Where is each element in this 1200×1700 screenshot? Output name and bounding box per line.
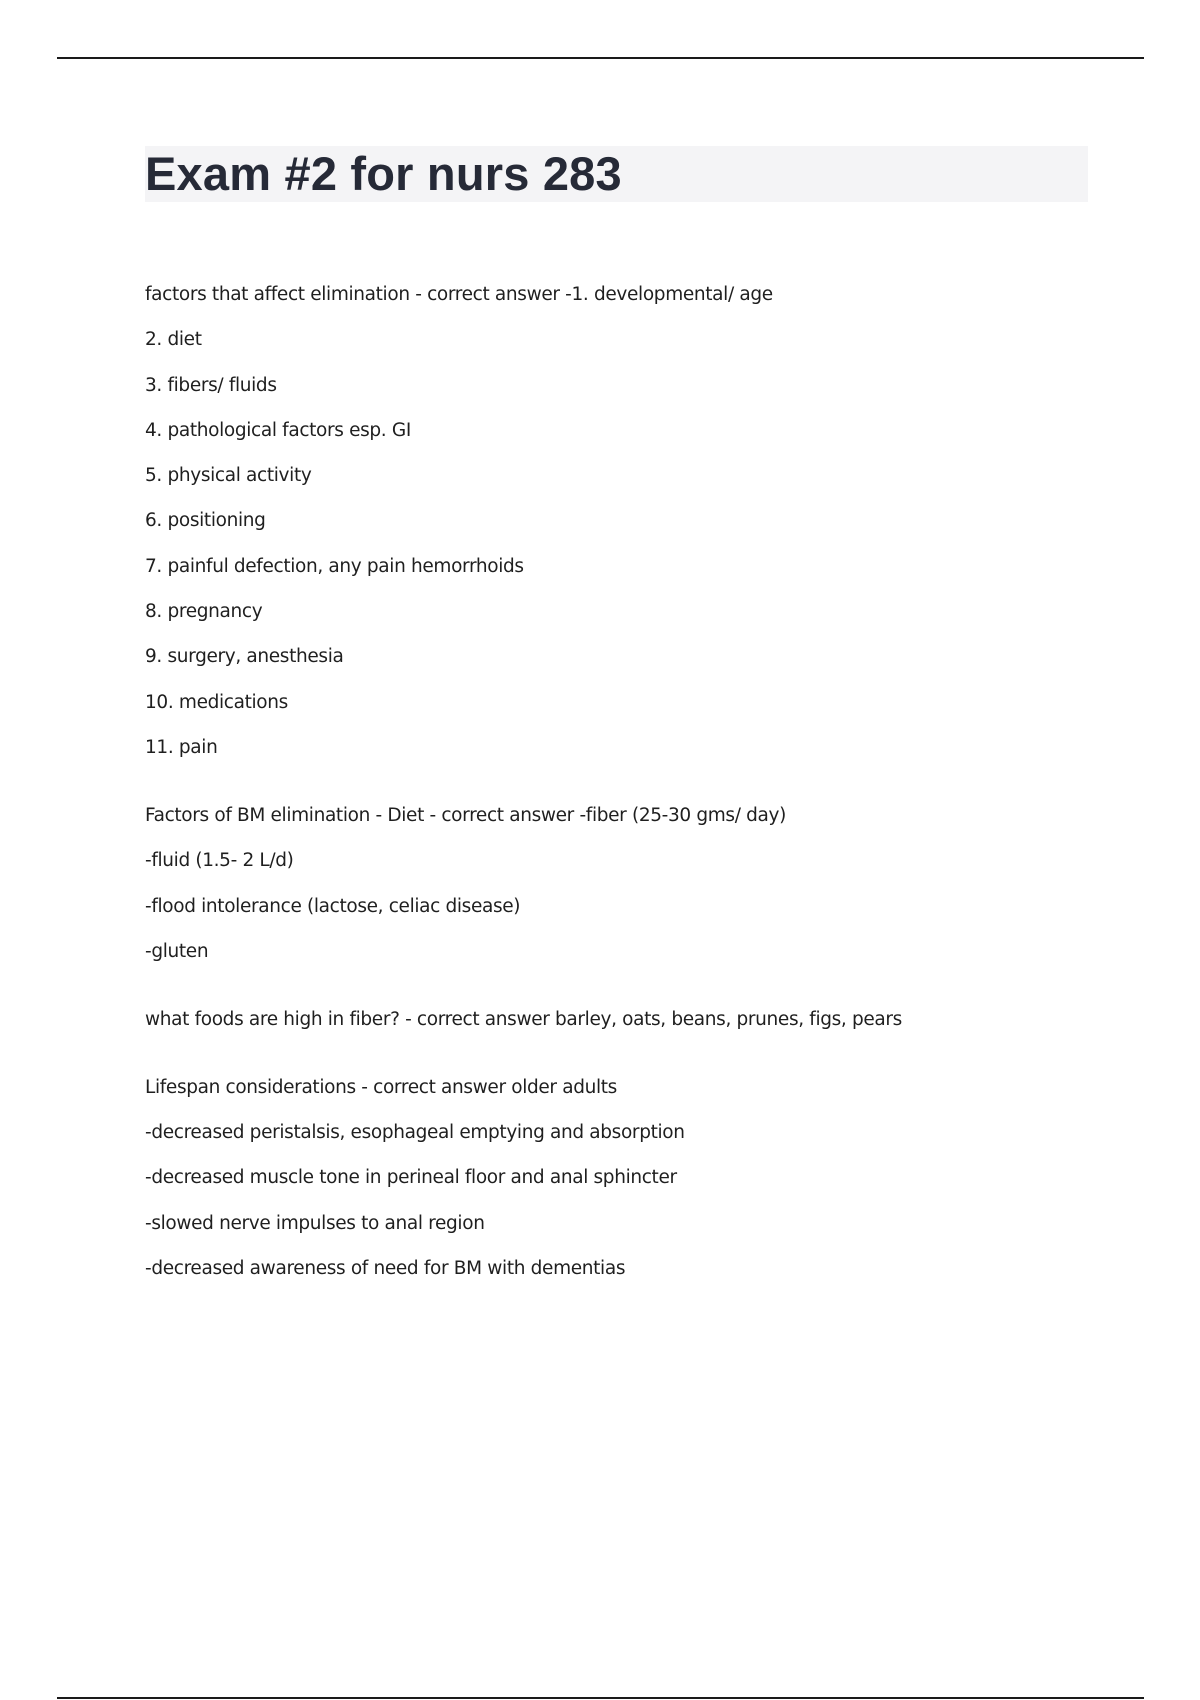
entry-line: 10. medications (145, 691, 288, 713)
entry-line: 4. pathological factors esp. GI (145, 419, 411, 441)
qa-entry-high-fiber-foods (145, 1009, 1105, 1031)
entry-line: 2. diet (145, 329, 202, 351)
entry-line: -decreased awareness of need for BM with dementias (145, 1258, 626, 1280)
qa-entry-bm-diet (145, 805, 1105, 963)
entry-line: -fluid (1.5- 2 L/d) (145, 850, 294, 872)
entry-line: what foods are high in fiber? - correct answer barley, oats, beans, prunes, figs, pears (145, 1008, 902, 1030)
entry-line: Lifespan considerations - correct answer older adults (145, 1076, 617, 1098)
entry-line: 6. positioning (145, 510, 266, 532)
entry-line: -slowed nerve impulses to anal region (145, 1212, 485, 1234)
entry-line: 5. physical activity (145, 465, 312, 487)
entry-line: 9. surgery, anesthesia (145, 646, 344, 668)
qa-entry-elimination-factors (145, 284, 1105, 759)
entry-line: factors that affect elimination - correct answer -1. developmental/ age (145, 284, 773, 305)
entry-line: -gluten (145, 940, 209, 962)
entry-line: -decreased peristalsis, esophageal emptying and absorption (145, 1122, 685, 1144)
entry-line: 7. painful defection, any pain hemorrhoids (145, 555, 524, 577)
top-rule (57, 57, 1144, 59)
qa-entry-lifespan (145, 1077, 1105, 1280)
document-body (145, 284, 1105, 1280)
entry-line: -flood intolerance (lactose, celiac disease) (145, 895, 521, 917)
bottom-rule (57, 1697, 1144, 1699)
entry-line: 8. pregnancy (145, 601, 263, 623)
entry-line: 3. fibers/ fluids (145, 374, 277, 396)
entry-line: -decreased muscle tone in perineal floor and anal sphincter (145, 1167, 677, 1189)
entry-line: Factors of BM elimination - Diet - correct answer -fiber (25-30 gms/ day) (145, 804, 786, 826)
entry-line: 11. pain (145, 736, 218, 758)
page-title: Exam #2 for nurs 283 (145, 147, 622, 200)
